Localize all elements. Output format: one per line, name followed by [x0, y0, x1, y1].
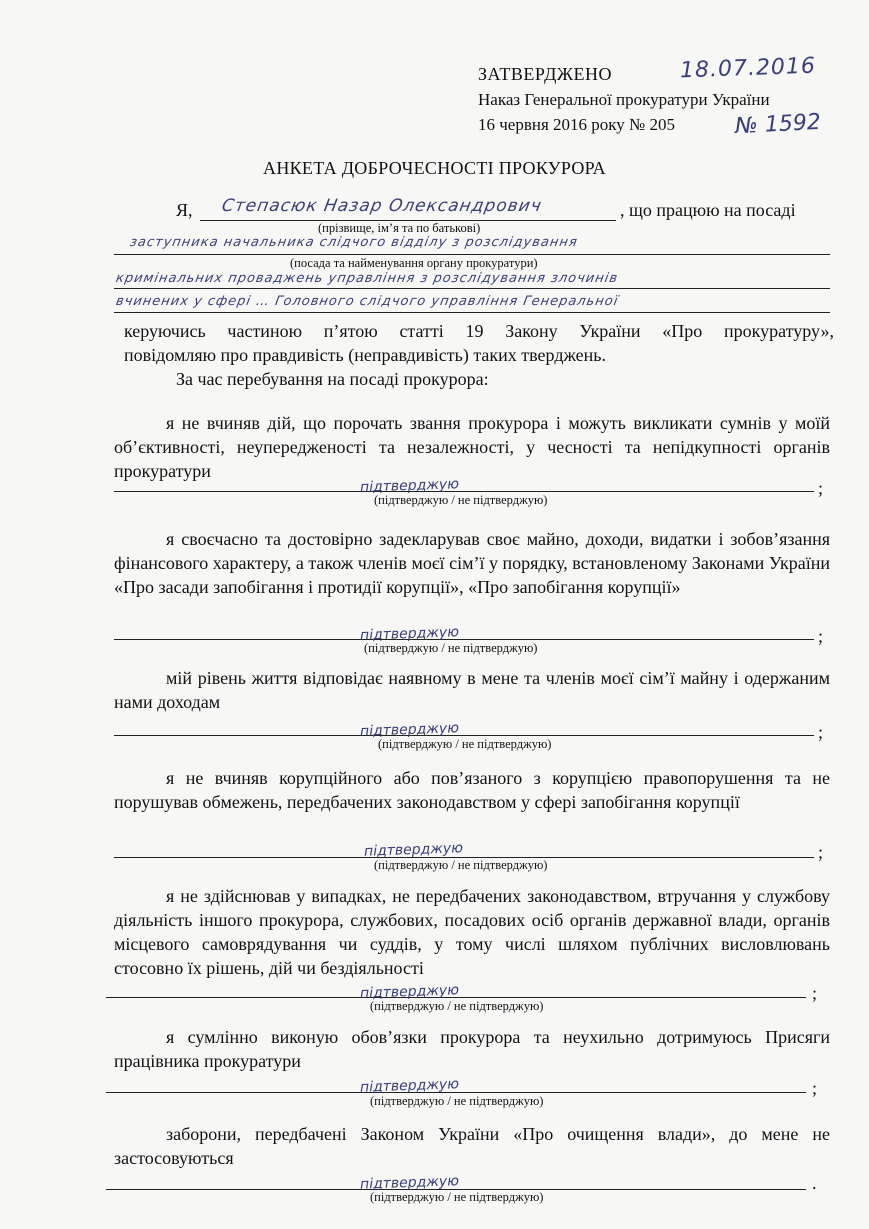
- handwritten-position-1: заступника начальника слідчого відділу з розслідування: [128, 235, 579, 250]
- statement-3-answer: підтверджую: [359, 720, 460, 740]
- approved-label: ЗАТВЕРДЖЕНО: [478, 64, 612, 84]
- intro-prefix: Я,: [176, 200, 193, 220]
- statement-5-answer: підтверджую: [359, 982, 460, 1002]
- document-title: АНКЕТА ДОБРОЧЕСНОСТІ ПРОКУРОРА: [263, 158, 606, 178]
- intro-suffix: , що працюю на посаді: [620, 200, 796, 220]
- statement-4-answer-label: (підтверджую / не підтверджую): [374, 858, 548, 872]
- position-field-label: (посада та найменування органу прокуратури): [290, 256, 538, 270]
- statement-6-answer-label: (підтверджую / не підтверджую): [370, 1094, 544, 1108]
- handwritten-name: Степасюк Назар Олександрович: [220, 196, 544, 216]
- period-line: За час перебування на посаді прокурора:: [176, 369, 489, 389]
- handwritten-position-2: кримінальних проваджень управління з розслідування злочинів: [114, 271, 620, 286]
- statement-6-text: я сумлінно виконую обов’язки прокурора та неухильно дотримуюсь Присяги працівника прокуратури: [114, 1027, 830, 1071]
- statement-6-end: ;: [812, 1078, 818, 1098]
- statement-7-answer-label: (підтверджую / не підтверджую): [370, 1190, 544, 1204]
- order-date-line: 16 червня 2016 року № 205: [478, 115, 676, 134]
- statement-4-text: я не вчиняв корупційного або пов’язаного з корупцією правопорушення та не порушував обмежень, передбачених законодавством у сфері запобігання корупції: [114, 768, 830, 812]
- order-line: Наказ Генеральної прокуратури України: [478, 90, 770, 109]
- statement-5-text: я не здійснював у випадках, не передбачених законодавством, втручання у службову діяльність іншого прокурора, службових, посадових осіб органів державної влади, органів місцевого самоврядування чи суддів, у тому числі шляхом публічних висловлювань стосовно їх рішень, дій чи бездіяльності: [114, 886, 830, 978]
- guided-line: керуючись частиною п’ятою статті 19 Закону України «Про прокуратуру»,: [124, 321, 834, 341]
- statement-4-end: ;: [818, 842, 824, 862]
- statement-7-end: .: [812, 1173, 817, 1193]
- statement-2-answer: підтверджую: [359, 624, 460, 644]
- statement-3-answer-line: [114, 734, 814, 736]
- statement-1-answer-line: [114, 490, 814, 492]
- statement-2-answer-line: [114, 638, 814, 640]
- statement-5-answer-label: (підтверджую / не підтверджую): [370, 999, 544, 1013]
- statement-3-answer-label: (підтверджую / не підтверджую): [378, 737, 552, 751]
- statement-7-text: заборони, передбачені Законом України «Про очищення влади», до мене не застосовуються: [114, 1124, 830, 1168]
- handwritten-date: 18.07.2016: [679, 53, 817, 84]
- statement-2-end: ;: [818, 626, 824, 646]
- inform-line: повідомляю про правдивість (неправдивість) таких тверджень.: [124, 345, 607, 365]
- handwritten-number: № 1592: [734, 109, 822, 140]
- statement-2-answer-label: (підтверджую / не підтверджую): [364, 641, 538, 655]
- statement-1-text: я не вчиняв дій, що порочать звання прокурора і можуть викликати сумнів у моїй об’єктивності, неупередженості та незалежності, у чесності та непідкупності органів прокуратури: [114, 413, 830, 481]
- name-field-label: (прізвище, ім’я та по батькові): [318, 221, 481, 235]
- statement-3-end: ;: [818, 722, 824, 742]
- statement-7-answer: підтверджую: [359, 1173, 460, 1193]
- statement-1-end: ;: [818, 478, 824, 498]
- handwritten-position-3: вчинених у сфері … Головного слідчого управління Генеральної: [114, 294, 620, 309]
- statement-1-answer: підтверджую: [359, 476, 460, 496]
- statement-4-answer: підтверджую: [363, 840, 464, 860]
- statement-2-text: я своєчасно та достовірно задекларував своє майно, доходи, видатки і зобов’язання фінансового характеру, а також членів моєї сім’ї у порядку, встановленому Законами України «Про засади запобігання і протидії корупції», «Про запобігання корупції»: [114, 529, 830, 597]
- statement-5-end: ;: [812, 983, 818, 1003]
- statement-1-answer-label: (підтверджую / не підтверджую): [374, 493, 548, 507]
- statement-3-text: мій рівень життя відповідає наявному в мене та членів моєї сім’ї майну і одержаним нами доходам: [114, 668, 830, 712]
- statement-6-answer: підтверджую: [359, 1076, 460, 1096]
